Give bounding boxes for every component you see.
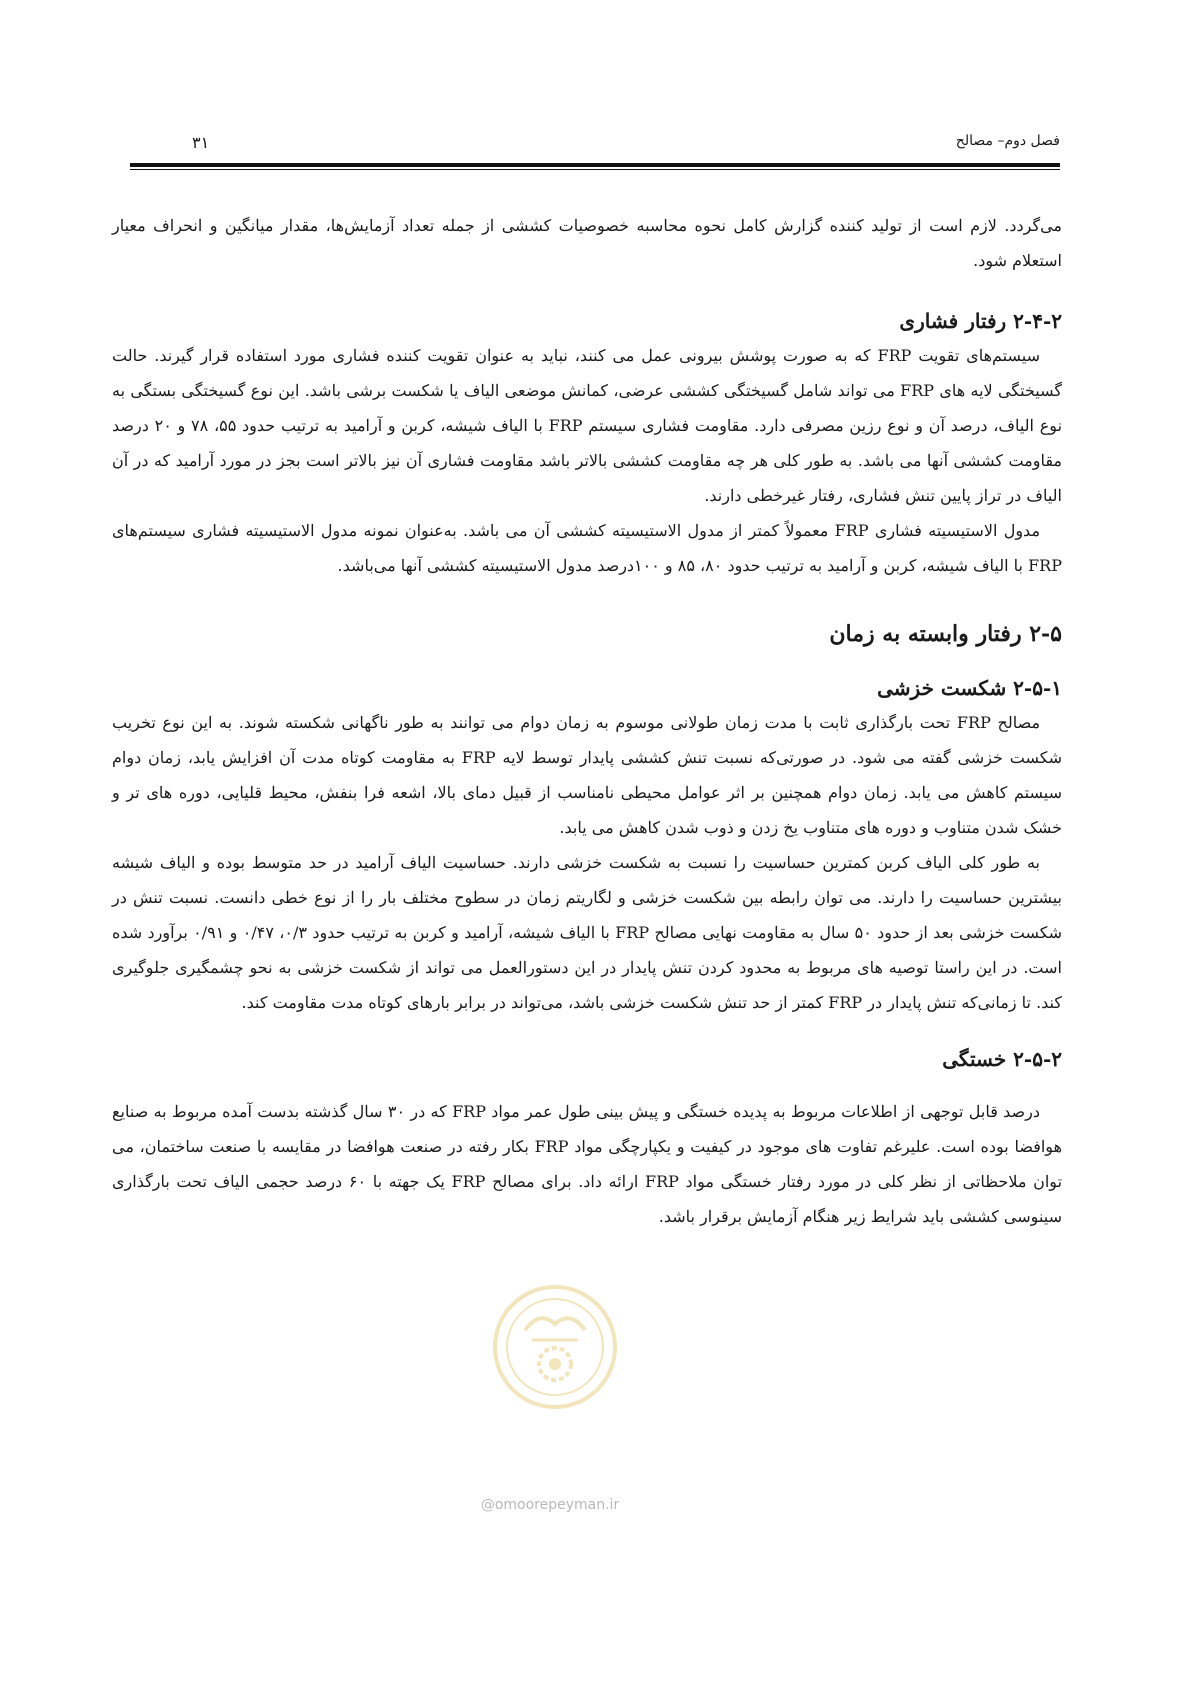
header-rule-thin: [130, 169, 1060, 170]
paragraph-creep-1: مصالح FRP تحت بارگذاری ثابت با مدت زمان طولانی موسوم به زمان دوام می توانند به طور ناگهانی شکسته شوند. به این نوع تخریب شکست خزشی گفته می شود. در صورتی‌که نسبت تنش کششی پایدار توسط لایه FRP به مقاومت کوتاه مدت آن افزایش یابد، زمان دوام سیستم کاهش می یابد. زمان دوام همچنین بر اثر عوامل محیطی نامناسب از قبیل دمای بالا، اشعه فرا بنفش، محیط قلیایی، دوره های تر و خشک شدن متناوب و دوره های متناوب یخ زدن و ذوب شدن کاهش می یابد.: [112, 713, 1063, 837]
watermark-caption: @omoorepeyman.ir: [480, 1497, 620, 1513]
paragraph-compressive-1: سیستم‌های تقویت FRP که به صورت پوشش بیرونی عمل می کنند، نباید به عنوان تقویت کننده فشاری مورد استفاده قرار گیرند. حالت گسیختگی لایه های FRP می تواند شامل گسیختگی کششی عرضی، کمانش موضعی الیاف یا شکست برشی باشد. این نوع گسیختگی بستگی به نوع الیاف، درصد آن و نوع رزین مصرفی دارد. مقاومت فشاری سیستم FRP با الیاف شیشه، کربن و آرامید به ترتیب حدود ۵۵، ۷۸ و ۲۰ درصد مقاومت کششی آنها می باشد. به طور کلی هر چه مقاومت کششی بالاتر باشد مقاومت فشاری آن نیز بالاتر است بجز در مورد آرامید که در آن الیاف در تراز پایین تنش فشاری، رفتار غیرخطی دارند.: [112, 346, 1063, 505]
page-number: ۳۱: [192, 133, 210, 152]
heading-creep-rupture: ۲-۵-۱ شکست خزشی: [877, 676, 1062, 700]
omoorepeyman-seal-logo-icon: [490, 1282, 620, 1412]
paragraph-compressive-2: مدول الاستیسیته فشاری FRP معمولاً کمتر از مدول الاستیسیته کششی آن می باشد. به‌عنوان نمونه مدول الاستیسیته فشاری سیستم‌های FRP با الیاف شیشه، کربن و آرامید به ترتیب حدود ۸۰، ۸۵ و ۱۰۰درصد مدول الاستیسیته کششی آنها می‌باشد.: [112, 521, 1062, 575]
body-text: [112, 208, 1062, 1234]
chapter-title: فصل دوم– مصالح: [955, 133, 1060, 149]
paragraph-creep-2: به طور کلی الیاف کربن کمترین حساسیت را نسبت به شکست خزشی دارند. حساسیت الیاف آرامید در حد متوسط بوده و الیاف شیشه بیشترین حساسیت را دارند. می توان رابطه بین شکست خزشی و لگاریتم زمان در سطوح مختلف بار را از نوع خطی دانست. نسبت تنش در شکست خزشی بعد از حدود ۵۰ سال به مقاومت نهایی مصالح FRP با الیاف شیشه، آرامید و کربن به ترتیب حدود ۰/۳، ۰/۴۷ و ۰/۹۱ برآورد شده است. در این راستا توصیه های مربوط به محدود کردن تنش پایدار در این دستورالعمل می تواند از شکست خزشی به نحو چشمگیری جلوگیری کند. تا زمانی‌که تنش پایدار در FRP کمتر از حد تنش شکست خزشی باشد، می‌تواند در برابر بارهای کوتاه مدت مقاومت کند.: [112, 853, 1063, 1012]
heading-time-dependent-behavior: ۲-۵ رفتار وابسته به زمان: [829, 621, 1062, 647]
header-rule-thick: [130, 163, 1060, 167]
heading-compressive-behavior: ۲-۴-۲ رفتار فشاری: [899, 309, 1062, 333]
heading-fatigue: ۲-۵-۲ خستگی: [942, 1047, 1062, 1071]
paragraph-continuation: می‌گردد. لازم است از تولید کننده گزارش کامل نحوه محاسبه خصوصیات کششی از جمله تعداد آزمایش‌ها، مقدار میانگین و انحراف معیار استعلام شود.: [112, 216, 1062, 270]
paragraph-fatigue: درصد قابل توجهی از اطلاعات مربوط به پدیده خستگی و پیش بینی طول عمر مواد FRP که در ۳۰ سال گذشته بدست آمده مربوط به صنایع هوافضا بوده است. علیرغم تفاوت های موجود در کیفیت و یکپارچگی مواد FRP بکار رفته در صنعت هوافضا در مقایسه با صنعت ساختمان، می توان ملاحظاتی از نظر کلی در مورد رفتار خستگی مواد FRP ارائه داد. برای مصالح FRP یک جهته با ۶۰ درصد حجمی الیاف تحت بارگذاری سینوسی کششی باید شرایط زیر هنگام آزمایش برقرار باشد.: [112, 1102, 1063, 1226]
running-head: [130, 133, 1060, 157]
